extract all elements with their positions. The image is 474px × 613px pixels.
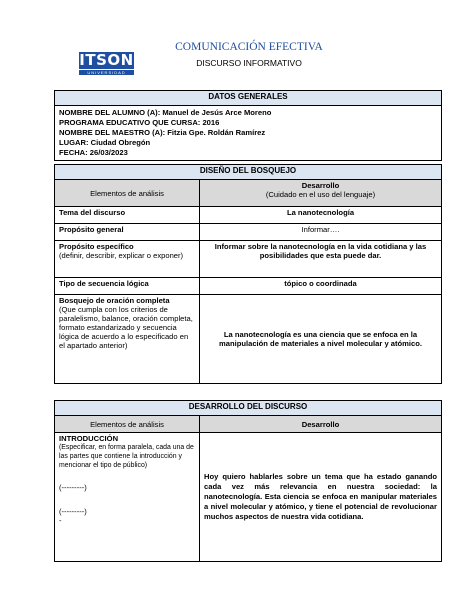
intro-value: Hoy quiero hablarles sobre un tema que ha estado ganando cada vez más relevancia en nuestra sociedad: la nanotecnología. Esta ciencia se enfoca en manipular materiales a nivel molecular y atómico, y tiene el potencial de revolucionar muchos aspectos de nuestra vida cotidiana.	[200, 433, 442, 562]
especifico-label: Propósito específico	[59, 242, 134, 251]
lugar-line: LUGAR: Ciudad Obregón	[59, 138, 151, 147]
logo-sub-text: UNIVERSIDAD	[79, 69, 134, 75]
bosquejo-col1-header: Elementos de análisis	[55, 180, 200, 207]
intro-dash-3: -	[59, 516, 62, 525]
maestro-line: NOMBRE DEL MAESTRO (A): Fitzia Gpe. Roldán Ramírez	[59, 128, 266, 137]
intro-dash-2: (---------)	[59, 507, 87, 516]
datos-generales-table	[54, 90, 442, 161]
logo-main-text: ITSON	[79, 51, 134, 69]
oracion-label: Bosquejo de oración completa	[59, 296, 170, 305]
general-label: Propósito general	[55, 224, 200, 241]
intro-hint: (Especificar, en forma paralela, cada una de las partes que contiene la introducción y mencionar el tipo de público)	[59, 444, 194, 469]
intro-label: INTRODUCCIÓN	[59, 434, 119, 443]
secuencia-label: Tipo de secuencia lógica	[55, 278, 200, 295]
intro-cell	[55, 433, 200, 562]
alumno-line: NOMBRE DEL ALUMNO (A): Manuel de Jesús Arce Moreno	[59, 108, 272, 117]
discurso-heading: DESARROLLO DEL DISCURSO	[55, 401, 442, 416]
bosquejo-col2-title: Desarrollo	[301, 181, 340, 190]
bosquejo-table	[54, 164, 442, 384]
oracion-hint: (Que cumpla con los criterios de paralelismo, balance, oración completa, formato estandarizado y secuencia lógica de acuerdo a lo especificado en el apartado anterior)	[59, 305, 193, 350]
datos-body	[55, 106, 442, 161]
page-title: COMUNICACIÓN EFECTIVA	[175, 41, 323, 53]
bosquejo-col2-header	[200, 180, 442, 207]
discurso-col2-header: Desarrollo	[200, 416, 442, 433]
programa-line: PROGRAMA EDUCATIVO QUE CURSA: 2016	[59, 118, 220, 127]
secuencia-value: tópico o coordinada	[200, 278, 442, 295]
especifico-hint: (definir, describir, explicar o exponer)	[59, 251, 184, 260]
discurso-col1-header: Elementos de análisis	[55, 416, 200, 433]
bosquejo-heading: DISEÑO DEL BOSQUEJO	[55, 165, 442, 180]
tema-value: La nanotecnología	[200, 207, 442, 224]
page-subtitle: DISCURSO INFORMATIVO	[196, 58, 302, 68]
especifico-value: Informar sobre la nanotecnología en la vida cotidiana y las posibilidades que esta puede dar.	[200, 241, 442, 278]
oracion-cell	[55, 295, 200, 384]
intro-dash-1: (---------)	[59, 483, 87, 492]
datos-heading: DATOS GENERALES	[55, 91, 442, 106]
discurso-table	[54, 400, 442, 562]
general-value: Informar….	[200, 224, 442, 241]
fecha-line: FECHA: 26/03/2023	[59, 148, 128, 157]
especifico-cell	[55, 241, 200, 278]
bosquejo-col2-subtitle: (Cuidado en el uso del lenguaje)	[265, 190, 376, 199]
tema-label: Tema del discurso	[55, 207, 200, 224]
oracion-value: La nanotecnología es una ciencia que se enfoca en la manipulación de materiales a nivel molecular y atómico.	[200, 295, 442, 384]
